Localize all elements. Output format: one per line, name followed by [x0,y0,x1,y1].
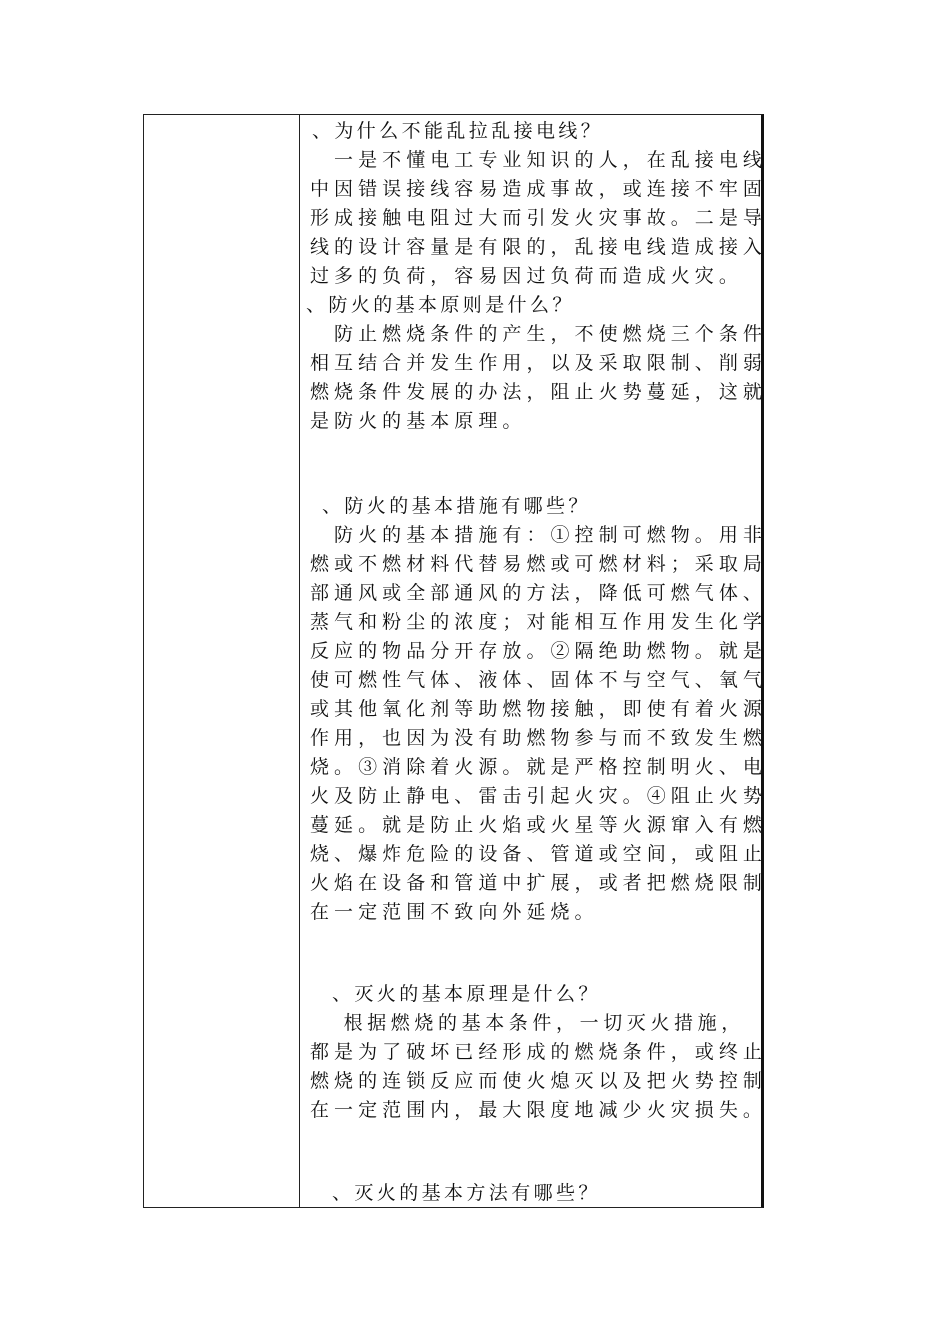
left-column-cell [144,115,300,1207]
paragraph-line: 防火的基本措施有：①控制可燃物。用非 [310,524,767,546]
content-column-cell [300,115,767,1207]
paragraph-line: 火及防止静电、雷击引起火灾。④阻止火势 [310,785,767,807]
paragraph-line: 在一定范围内，最大限度地减少火灾损失。 [310,1099,767,1121]
paragraph-line: 蒸气和粉尘的浓度；对能相互作用发生化学 [310,611,767,633]
paragraph-line: 反应的物品分开存放。②隔绝助燃物。就是 [310,640,767,662]
paragraph-line: 相互结合并发生作用，以及采取限制、削弱 [310,352,767,374]
paragraph-line: 一是不懂电工专业知识的人，在乱接电线 [310,149,767,171]
paragraph-line: 部通风或全部通风的方法，降低可燃气体、 [310,582,767,604]
question-heading-1: 、为什么不能乱拉乱接电线？ [312,120,604,142]
paragraph-line: 烧、爆炸危险的设备、管道或空间，或阻止 [310,843,767,865]
question-heading-2: 、防火的基本原则是什么？ [306,294,575,316]
question-heading-3: 、防火的基本措施有哪些？ [322,495,591,517]
question-heading-5: 、灭火的基本方法有哪些？ [332,1182,601,1204]
paragraph-line: 火焰在设备和管道中扩展，或者把燃烧限制 [310,872,767,894]
paragraph-line: 过多的负荷，容易因过负荷而造成火灾。 [310,265,743,287]
paragraph-line: 作用，也因为没有助燃物参与而不致发生燃 [310,727,767,749]
paragraph-line: 防止燃烧条件的产生，不使燃烧三个条件 [310,323,767,345]
paragraph-line: 在一定范围不致向外延烧。 [310,901,599,923]
paragraph-line: 形成接触电阻过大而引发火灾事故。二是导 [310,207,767,229]
paragraph-line: 蔓延。就是防止火焰或火星等火源窜入有燃 [310,814,767,836]
paragraph-line: 是防火的基本原理。 [310,410,527,432]
paragraph-line: 或其他氧化剂等助燃物接触，即使有着火源 [310,698,767,720]
paragraph-line: 中因错误接线容易造成事故，或连接不牢固 [310,178,767,200]
paragraph-line: 使可燃性气体、液体、固体不与空气、氧气 [310,669,767,691]
paragraph-line: 燃或不燃材料代替易燃或可燃材料；采取局 [310,553,767,575]
paragraph-line: 烧。③消除着火源。就是严格控制明火、电 [310,756,767,778]
paragraph-line: 线的设计容量是有限的，乱接电线造成接入 [310,236,767,258]
question-heading-4: 、灭火的基本原理是什么？ [332,983,601,1005]
document-table [143,114,767,1208]
paragraph-line: 都是为了破坏已经形成的燃烧条件，或终止 [310,1041,767,1063]
paragraph-line: 根据燃烧的基本条件，一切灭火措施， [320,1012,745,1034]
paragraph-line: 燃烧的连锁反应而使火熄灭以及把火势控制 [310,1070,767,1092]
paragraph-line: 燃烧条件发展的办法，阻止火势蔓延，这就 [310,381,767,403]
